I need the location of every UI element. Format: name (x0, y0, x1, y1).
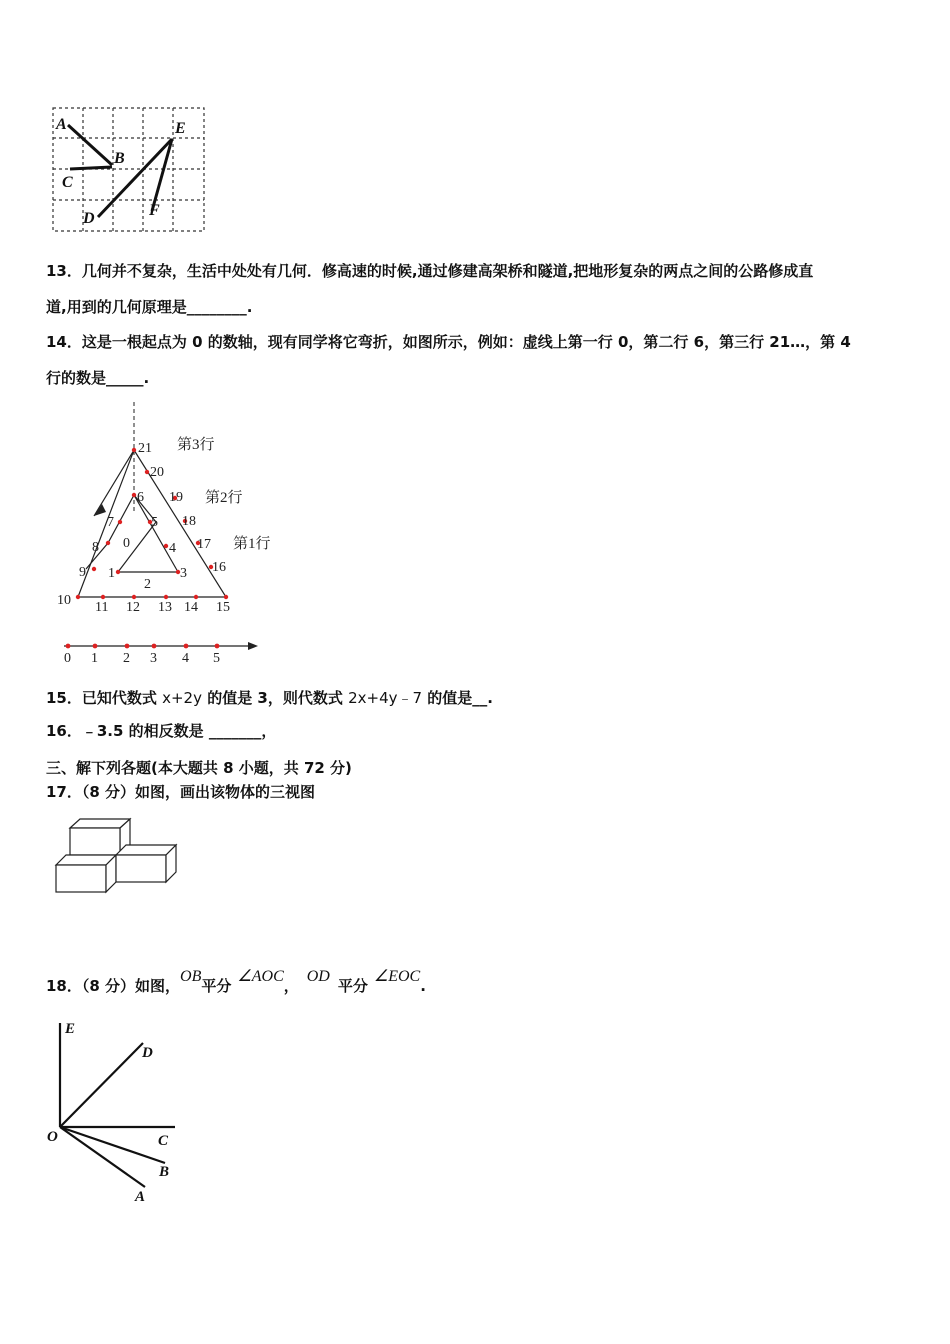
q18-bisect2: 平分 (337, 977, 368, 995)
ray-label-e: E (65, 1021, 76, 1037)
ray-label-c: C (158, 1133, 169, 1149)
axis-tick-4: 4 (182, 651, 189, 666)
num-4: 4 (169, 541, 176, 556)
question-17 (46, 780, 906, 804)
point-label-f: F (149, 202, 160, 219)
row-label-1: 第1行 (233, 536, 271, 552)
ray-label-b: B (159, 1164, 170, 1180)
section3-text: 三、解下列各题(本大题共 8 小题，共 72 分) (46, 759, 352, 777)
axis-tick-2: 2 (123, 651, 130, 666)
num-2: 2 (144, 577, 151, 592)
q15-expr2: 2x+4y﹣7 (348, 689, 423, 707)
row-label-2: 第2行 (205, 490, 243, 506)
num-14: 14 (184, 600, 198, 615)
num-5: 5 (151, 515, 158, 530)
folded-number-line-figure (50, 398, 350, 668)
num-18: 18 (182, 514, 196, 529)
point-label-a: A (56, 116, 67, 133)
ray-label-a: A (135, 1189, 146, 1205)
num-13: 13 (158, 600, 172, 615)
num-0: 0 (123, 536, 130, 551)
q18-aoc: ∠AOC (237, 968, 284, 985)
q18-od: OD (306, 968, 330, 985)
num-20: 20 (150, 465, 164, 480)
question-13 (46, 253, 906, 325)
q14-line2: 行的数是_____. (46, 369, 150, 387)
num-6: 6 (137, 490, 144, 505)
num-1: 1 (108, 566, 115, 581)
q15-prefix: 15．已知代数式 (46, 689, 163, 707)
num-8: 8 (92, 540, 99, 555)
q13-line2: 道,用到的几何原理是________. (46, 298, 253, 316)
q15-mid: 的值是 3，则代数式 (201, 689, 349, 707)
q18-ob: OB (180, 968, 202, 985)
point-label-e: E (175, 120, 186, 137)
angle-figure (45, 1015, 185, 1205)
grid-figure (50, 105, 210, 235)
vertex-label-o: O (47, 1129, 58, 1145)
ray-label-d: D (142, 1045, 153, 1061)
axis-tick-0: 0 (64, 651, 71, 666)
section-heading (46, 756, 906, 780)
q15-expr1: x+2y (162, 689, 202, 707)
q16-text: 16．﹣3.5 的相反数是 _______， (46, 722, 277, 740)
q18-prefix: 18．（8 分）如图， (46, 977, 181, 995)
point-label-c: C (62, 174, 73, 191)
num-12: 12 (126, 600, 140, 615)
q14-line1: 14．这是一根起点为 0 的数轴，现有同学将它弯折，如图所示，例如：虚线上第一行 0，第二行 6，第三行 21…，第 4 (46, 333, 851, 351)
q18-bisect1: 平分 (201, 977, 232, 995)
cube-stack-figure (50, 815, 185, 895)
question-18 (46, 966, 906, 1007)
row-label-3: 第3行 (177, 437, 215, 453)
q13-line1: 13．几何并不复杂，生活中处处有几何．修高速的时候,通过修建高架桥和隧道,把地形复杂的两点之间的公路修成直 (46, 262, 814, 280)
q18-comma: ， (283, 977, 299, 995)
question-16 (46, 713, 906, 749)
num-16: 16 (212, 560, 226, 575)
axis-tick-5: 5 (213, 651, 220, 666)
q15-suffix: 的值是__. (422, 689, 493, 707)
num-19: 19 (169, 490, 183, 505)
point-label-b: B (114, 150, 125, 167)
num-17: 17 (197, 537, 211, 552)
axis-tick-3: 3 (150, 651, 157, 666)
num-10: 10 (57, 593, 71, 608)
num-11: 11 (95, 600, 109, 615)
q17-text: 17．（8 分）如图，画出该物体的三视图 (46, 783, 316, 801)
question-14 (46, 324, 906, 396)
num-3: 3 (180, 566, 187, 581)
q18-eoc: ∠EOC (373, 968, 421, 985)
q18-end: . (420, 977, 426, 995)
axis-tick-1: 1 (91, 651, 98, 666)
point-label-d: D (83, 210, 95, 227)
question-15 (46, 680, 906, 716)
num-9: 9 (79, 565, 86, 580)
num-21: 21 (138, 441, 152, 456)
num-15: 15 (216, 600, 230, 615)
num-7: 7 (107, 515, 114, 530)
